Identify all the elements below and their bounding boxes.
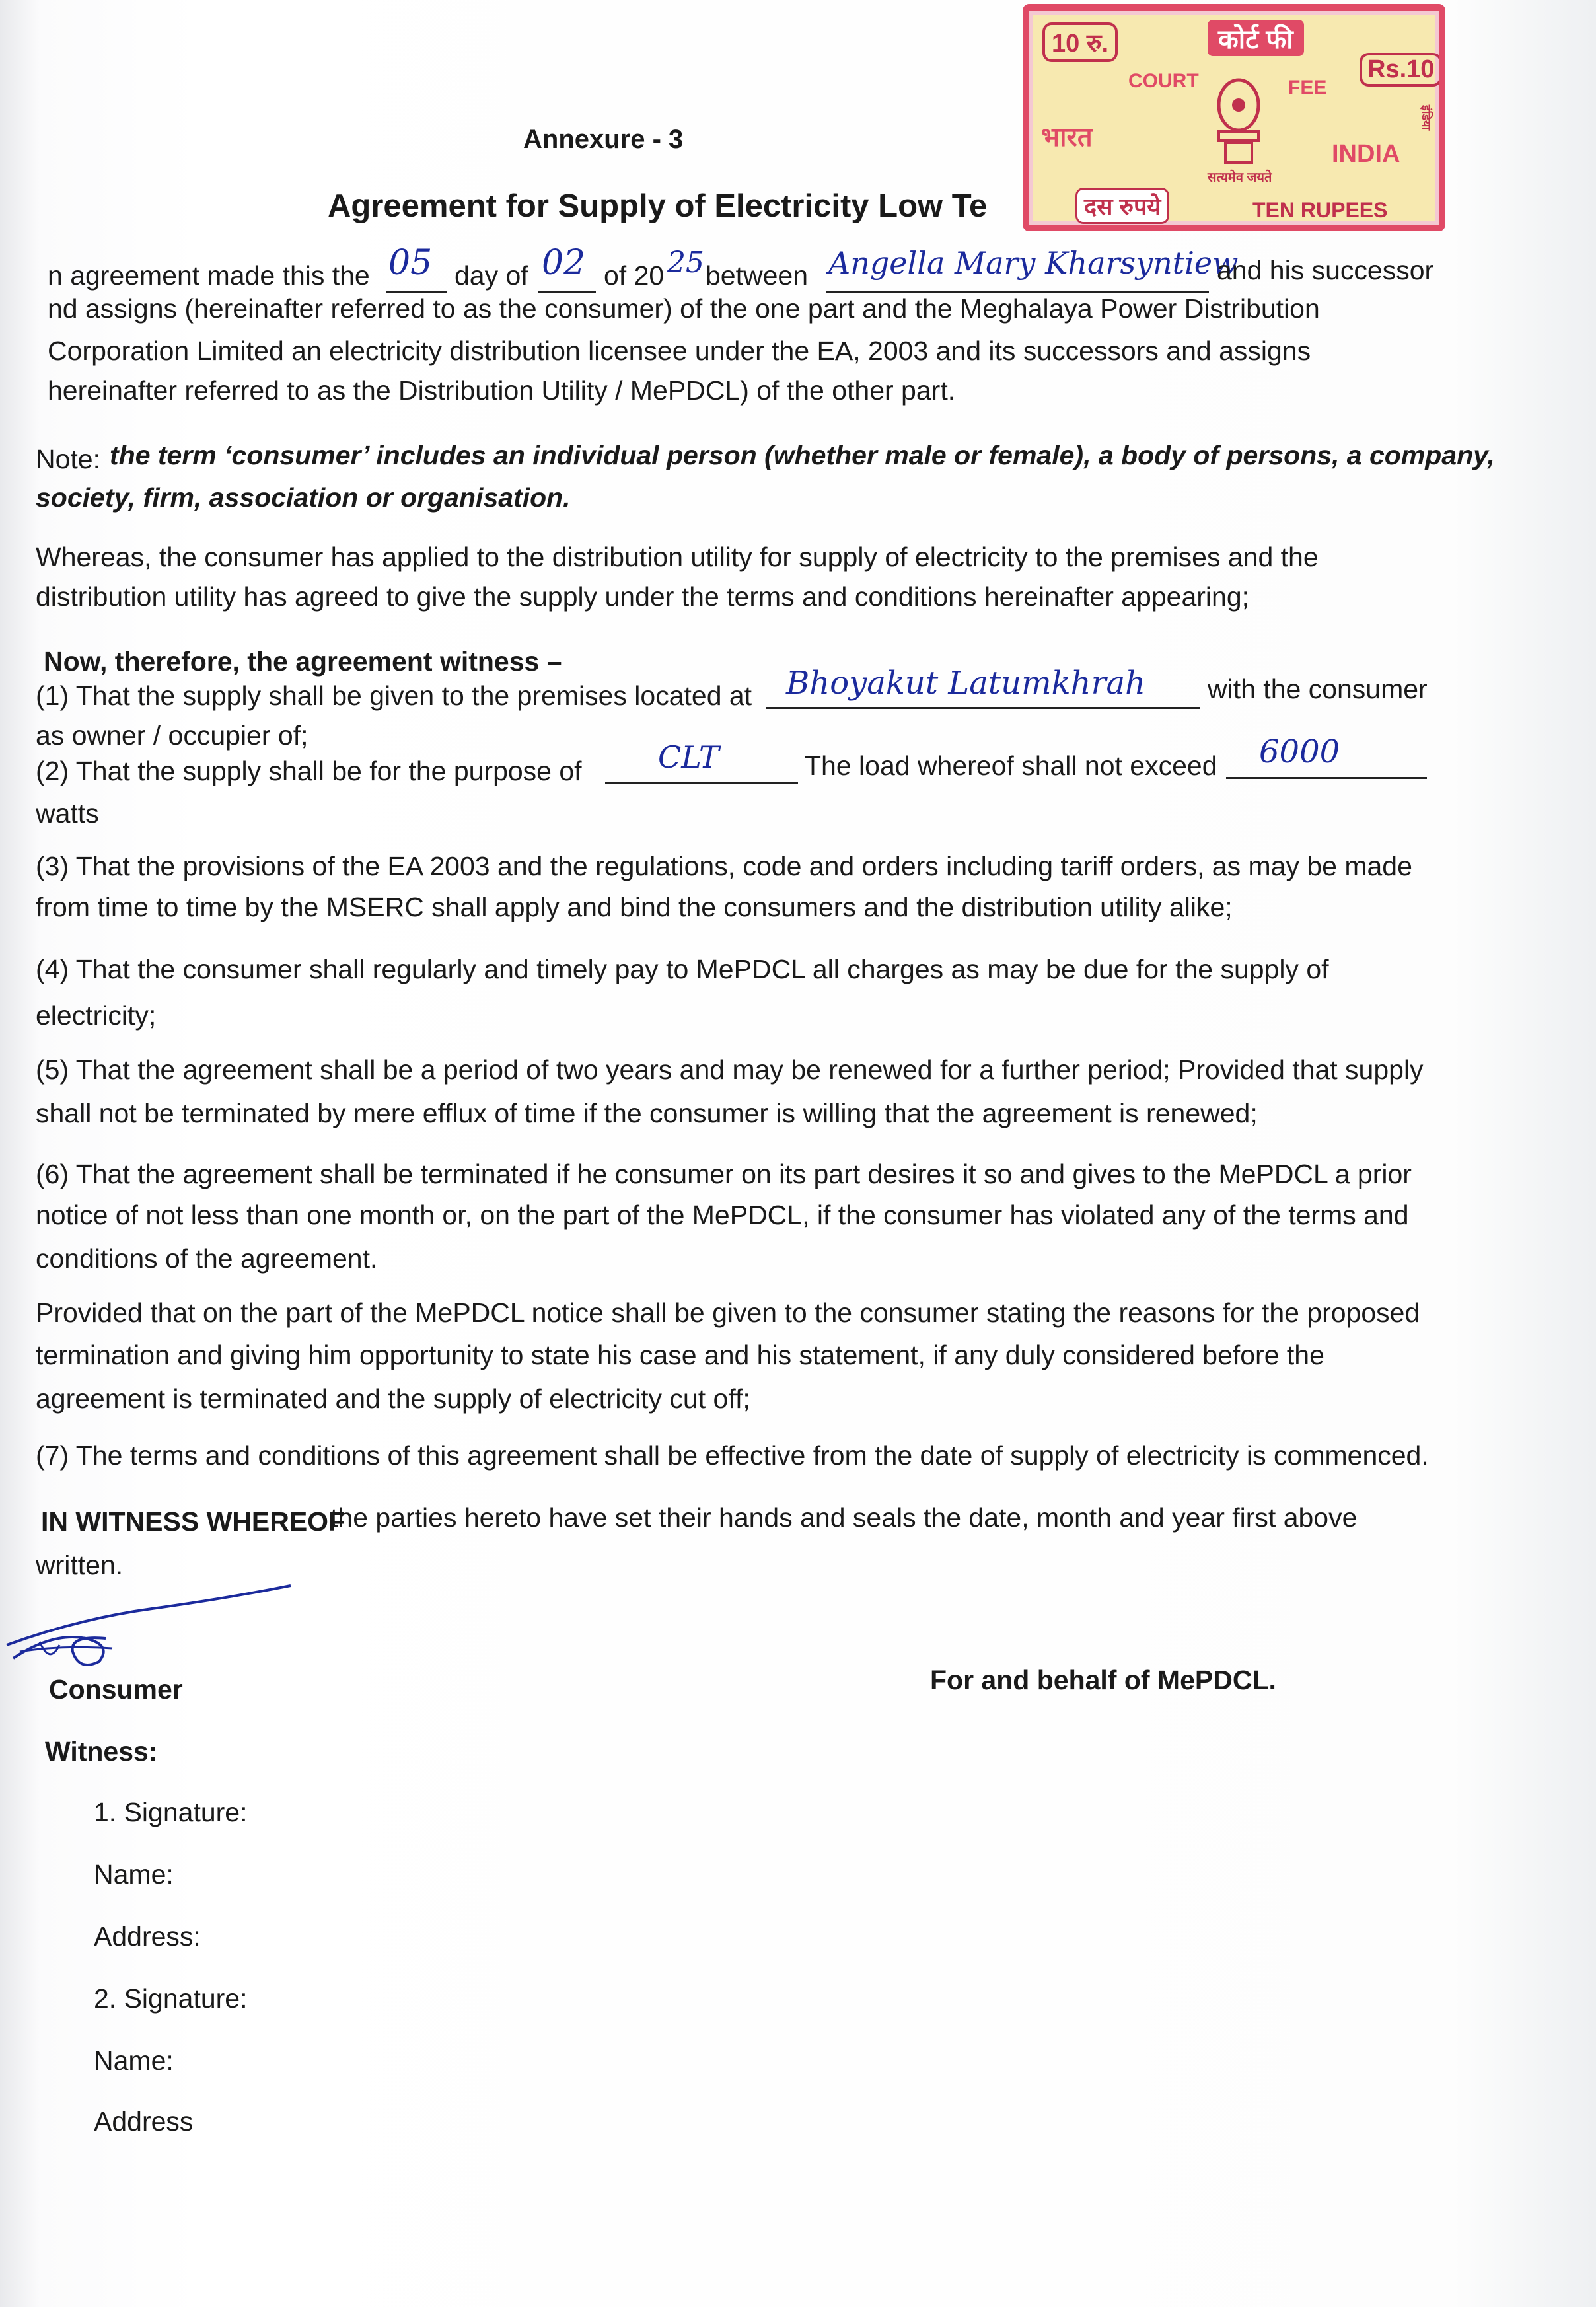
- stamp-side-text: इंडिया: [1420, 104, 1433, 131]
- proviso-line-1: Provided that on the part of the MePDCL notice shall be given to the consumer stating the reasons for the proposed: [36, 1298, 1420, 1328]
- in-witness-line-2: written.: [36, 1550, 124, 1580]
- in-witness-rest: the parties hereto have set their hands and seals the date, month and year first above: [330, 1502, 1358, 1533]
- load-line: [1226, 777, 1427, 779]
- clause-6-line-2: notice of not less than one month or, on the part of the MePDCL, if the consumer has violated any of the terms and: [36, 1200, 1409, 1230]
- whereas-line-1: Whereas, the consumer has applied to the distribution utility for supply of electricity to the premises and the: [36, 542, 1319, 572]
- premises-line: [766, 707, 1200, 709]
- stamp-top-hindi: कोर्ट फी: [1208, 20, 1304, 56]
- intro-line-3: Corporation Limited an electricity distribution licensee under the EA, 2003 and its successors and assigns: [48, 336, 1311, 366]
- court-fee-stamp: [1023, 4, 1445, 231]
- clause-1b: with the consumer: [1208, 674, 1428, 704]
- consumer-name-value: Angella Mary Kharsyntiew: [828, 245, 1239, 281]
- premises-value: Bhoyakut Latumkhrah: [786, 665, 1146, 702]
- intro-line-2: nd assigns (hereinafter referred to as the consumer) of the one part and the Meghalaya Power Distribution: [48, 293, 1320, 324]
- intro-line-1b: day of: [454, 260, 528, 291]
- witness-2-signature: 2. Signature:: [94, 1983, 248, 2014]
- clause-7: (7) The terms and conditions of this agreement shall be effective from the date of supply of electricity is commenced.: [36, 1440, 1429, 1471]
- whereas-line-2: distribution utility has agreed to give the supply under the terms and conditions hereinafter appearing;: [36, 581, 1250, 612]
- witness-1-name: Name:: [94, 1859, 174, 1889]
- clause-6-line-3: conditions of the agreement.: [36, 1243, 378, 1274]
- stamp-fee: FEE: [1288, 77, 1327, 98]
- document-title: Agreement for Supply of Electricity Low Te: [328, 188, 988, 224]
- clause-3-line-1: (3) That the provisions of the EA 2003 and the regulations, code and orders including tariff orders, as may be made: [36, 851, 1412, 881]
- intro-line-1e: and his successor: [1217, 255, 1434, 285]
- clause-6-line-1: (6) That the agreement shall be terminated if he consumer on its part desires it so and gives to the MePDCL a prior: [36, 1159, 1412, 1189]
- witness-label: Witness:: [45, 1736, 158, 1767]
- purpose-line: [605, 782, 798, 784]
- stamp-das-rupaye: दस रुपये: [1075, 188, 1169, 224]
- clause-1a: (1) That the supply shall be given to the premises located at: [36, 680, 752, 711]
- stamp-ten-rupees: TEN RUPEES: [1252, 198, 1388, 222]
- stamp-india: INDIA: [1332, 140, 1400, 168]
- clause-2c: watts: [36, 798, 99, 828]
- witness-1-address: Address:: [94, 1921, 201, 1952]
- proviso-line-2: termination and giving him opportunity to state his case and his statement, if any duly considered before the: [36, 1340, 1324, 1370]
- stamp-motto: सत्यमेव जयते: [1208, 170, 1272, 185]
- intro-line-1a: n agreement made this the: [48, 260, 370, 291]
- clause-3-line-2: from time to time by the MSERC shall apply and bind the consumers and the distribution utility alike;: [36, 892, 1233, 922]
- intro-line-1c: of 20: [604, 260, 665, 291]
- annexure-label: Annexure - 3: [523, 125, 684, 154]
- clause-4-line-2: electricity;: [36, 1000, 157, 1031]
- consumer-label: Consumer: [49, 1674, 183, 1704]
- note-line-2: society, firm, association or organisation.: [36, 482, 571, 513]
- clause-4-line-1: (4) That the consumer shall regularly and timely pay to MePDCL all charges as may be due for the supply of: [36, 954, 1329, 984]
- clause-5-line-2: shall not be terminated by mere efflux of time if the consumer is willing that the agreement is renewed;: [36, 1098, 1258, 1128]
- clause-1c: as owner / occupier of;: [36, 720, 308, 751]
- in-witness-bold: IN WITNESS WHEREOF: [41, 1506, 345, 1537]
- intro-line-1d: between: [706, 260, 809, 291]
- stamp-value-right: Rs.10: [1360, 53, 1442, 87]
- stamp-bharat: भारत: [1041, 123, 1093, 152]
- consumer-signature-mark: [0, 1572, 304, 1678]
- clause-2b: The load whereof shall not exceed: [805, 751, 1217, 781]
- mepdcl-label: For and behalf of MePDCL.: [930, 1665, 1276, 1695]
- stamp-value-left: 10 रु.: [1042, 22, 1118, 62]
- clause-5-line-1: (5) That the agreement shall be a period of two years and may be renewed for a further period; Provided that supply: [36, 1054, 1424, 1085]
- day-value: 05: [388, 243, 433, 283]
- load-value: 6000: [1259, 733, 1340, 770]
- witness-2-address: Address: [94, 2106, 194, 2137]
- note-line-1: the term ‘consumer’ includes an individual person (whether male or female), a body of persons, a company,: [110, 440, 1495, 470]
- stamp-court: COURT: [1128, 70, 1199, 92]
- month-value: 02: [542, 243, 586, 283]
- witness-heading: Now, therefore, the agreement witness –: [44, 646, 562, 677]
- witness-2-name: Name:: [94, 2045, 174, 2076]
- emblem-icon: [1202, 69, 1275, 174]
- year-value: 25: [667, 246, 704, 279]
- proviso-line-3: agreement is terminated and the supply of electricity cut off;: [36, 1383, 750, 1414]
- purpose-value: CLT: [658, 739, 719, 775]
- clause-2a: (2) That the supply shall be for the purpose of: [36, 756, 582, 786]
- witness-1-signature: 1. Signature:: [94, 1797, 248, 1827]
- intro-line-4: hereinafter referred to as the Distribution Utility / MePDCL) of the other part.: [48, 375, 956, 406]
- note-label: Note:: [36, 444, 100, 474]
